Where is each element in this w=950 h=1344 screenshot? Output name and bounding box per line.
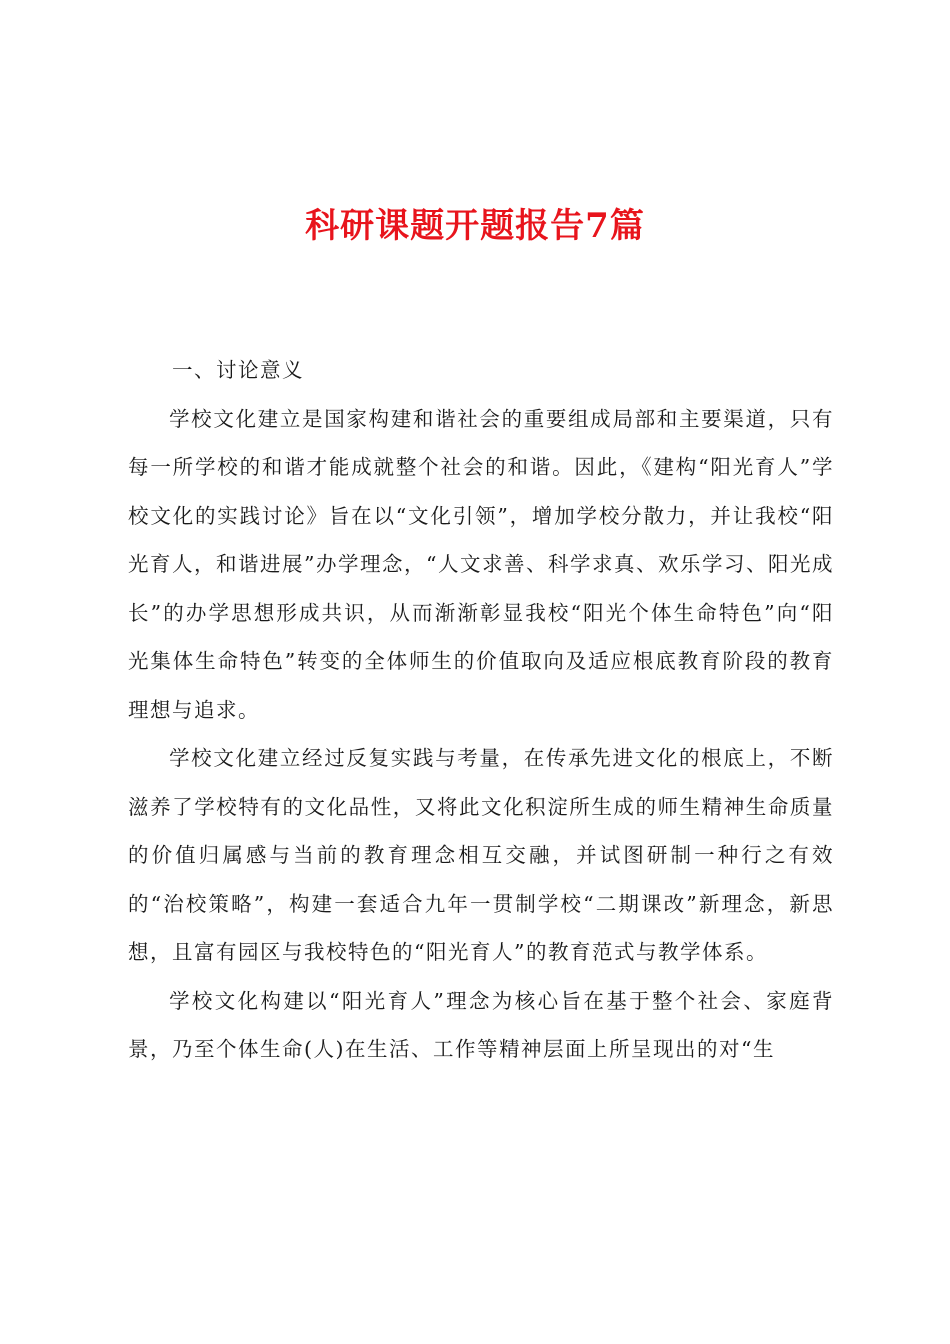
document-title: 科研课题开题报告7篇 (305, 206, 645, 246)
body-paragraph-3: 学校文化构建以“阳光育人”理念为核心旨在基于整个社会、家庭背景，乃至个体生命(人)在生活、工作等精神层面上所呈现出的对“生 (128, 988, 834, 1061)
document-body (128, 346, 834, 1074)
body-paragraph-1: 学校文化建立是国家构建和谐社会的重要组成局部和主要渠道，只有每一所学校的和谐才能成就整个社会的和谐。因此，《建构“阳光育人”学校文化的实践讨论》旨在以“文化引领”，增加学校分散力，并让我校“阳光育人，和谐进展”办学理念，“人文求善、科学求真、欢乐学习、阳光成长”的办学思想形成共识，从而渐渐彰显我校“阳光个体生命特色”向“阳光集体生命特色”转变的全体师生的价值取向及适应根底教育阶段的教育理想与追求。 (128, 406, 834, 722)
section-heading: 一、讨论意义 (172, 358, 304, 382)
body-paragraph-2: 学校文化建立经过反复实践与考量，在传承先进文化的根底上，不断滋养了学校特有的文化品性，又将此文化积淀所生成的师生精神生命质量的价值归属感与当前的教育理念相互交融，并试图研制一种行之有效的“治校策略”，构建一套适合九年一贯制学校“二期课改”新理念，新思想，且富有园区与我校特色的“阳光育人”的教育范式与教学体系。 (128, 746, 834, 964)
